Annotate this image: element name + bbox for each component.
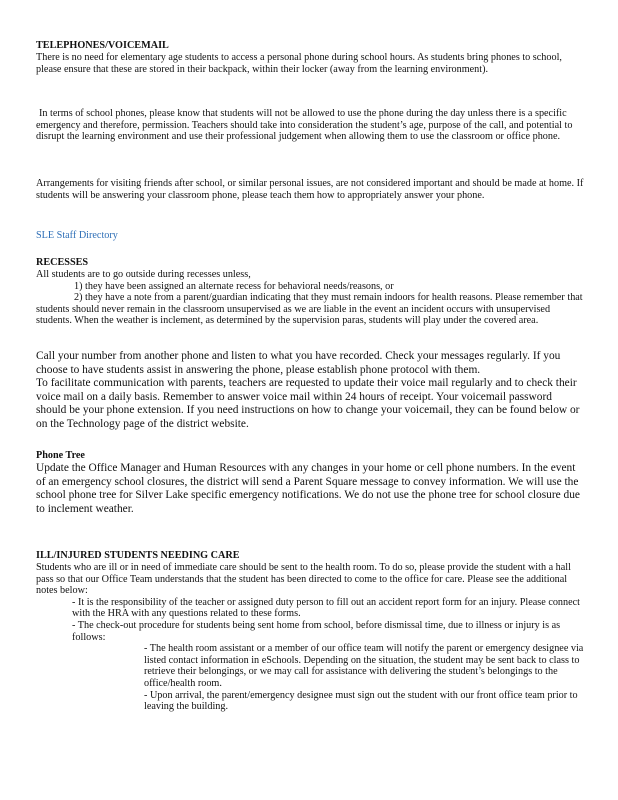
- telephones-paragraph-1: There is no need for elementary age students to access a personal phone during school hours. As students bring phones to school, please ensure that these are stored in their backpack, within their locker (away from the learning environment).: [36, 52, 562, 75]
- telephones-paragraph-2: In terms of school phones, please know that students will not be allowed to use the phone during the day unless there is a specific emergency and therefore, permission. Teachers should take into consideration the student’s age, purpose of the call, and potential to disrupt the learning environment and use their professional judgement when allowing them to use the classroom or office phone.: [36, 108, 573, 143]
- phone-tree-heading: Phone Tree: [36, 450, 85, 461]
- recesses-section: [36, 257, 584, 327]
- voicemail-paragraph-1: Call your number from another phone and listen to what you have recorded. Check your messages regularly. If you choose to have students assist in answering the phone, please establish phone protocol with them.: [36, 350, 561, 376]
- ill-step-2: - Upon arrival, the parent/emergency designee must sign out the student with our front office team prior to leaving the building.: [144, 689, 578, 713]
- telephones-paragraph-3: Arrangements for visiting friends after school, or similar personal issues, are not considered important and should be made at home. If students will be answering your classroom phone, please teach them how to appropriately answer your phone.: [36, 178, 584, 201]
- voicemail-section: [36, 350, 584, 432]
- ill-section: [36, 550, 584, 713]
- telephones-heading: TELEPHONES/VOICEMAIL: [36, 40, 169, 51]
- recesses-item-1: 1) they have been assigned an alternate recess for behavioral needs/reasons, or: [74, 280, 394, 292]
- ill-intro: Students who are ill or in need of immediate care should be sent to the health room. To do so, please provide the student with a hall pass so that our Office Team understands that the student has been directed to come to the office for care. Please see the additional notes below:: [36, 562, 571, 597]
- telephones-paragraph-3-block: [36, 178, 584, 201]
- voicemail-paragraph-2: To facilitate communication with parents, teachers are requested to update their voice mail regularly and to check their voice mail on a daily basis. Remember to answer voice mail within 24 hours of receipt. Your voicemail password should be your phone extension. If you need instructions on how to change your voicemail, they can be found below or on the Technology page of the district website.: [36, 377, 580, 430]
- ill-heading: ILL/INJURED STUDENTS NEEDING CARE: [36, 550, 240, 561]
- recesses-intro: All students are to go outside during recesses unless,: [36, 269, 251, 280]
- staff-directory-block: [36, 230, 584, 242]
- staff-directory-link[interactable]: SLE Staff Directory: [36, 230, 118, 241]
- telephones-section: [36, 40, 584, 75]
- ill-note-2: - The check-out procedure for students being sent home from school, before dismissal time, due to illness or injury is as follows:: [72, 619, 561, 643]
- phone-tree-section: [36, 450, 584, 516]
- telephones-paragraph-2-block: [36, 108, 584, 143]
- recesses-heading: RECESSES: [36, 257, 89, 268]
- recesses-item-2: 2) they have a note from a parent/guardian indicating that they must remain indoors for health reasons. Please remember that students should never remain in the classroom unsupervised as we are liable in the event an incident occurs with unsupervised students. When the weather is inclement, as determined by the supervision paras, students will play under the covered area.: [36, 292, 583, 327]
- ill-note-1: - It is the responsibility of the teacher or assigned duty person to fill out an accident report form for an injury. Please connect with the HRA with any questions related to these forms.: [72, 596, 580, 620]
- phone-tree-body: Update the Office Manager and Human Resources with any changes in your home or cell phone numbers. In the event of an emergency school closures, the district will send a Parent Square message to convey information. We will use the school phone tree for Silver Lake specific emergency notifications. We do not use the phone tree for school closure due to inclement weather.: [36, 462, 580, 515]
- ill-step-1: - The health room assistant or a member of our office team will notify the parent or emergency designee via listed contact information in eSchools. Depending on the situation, the student may be sent back to class to retrieve their belongings, or we may call for assistance with delivering the student’s belongings to the office/health room.: [144, 643, 584, 689]
